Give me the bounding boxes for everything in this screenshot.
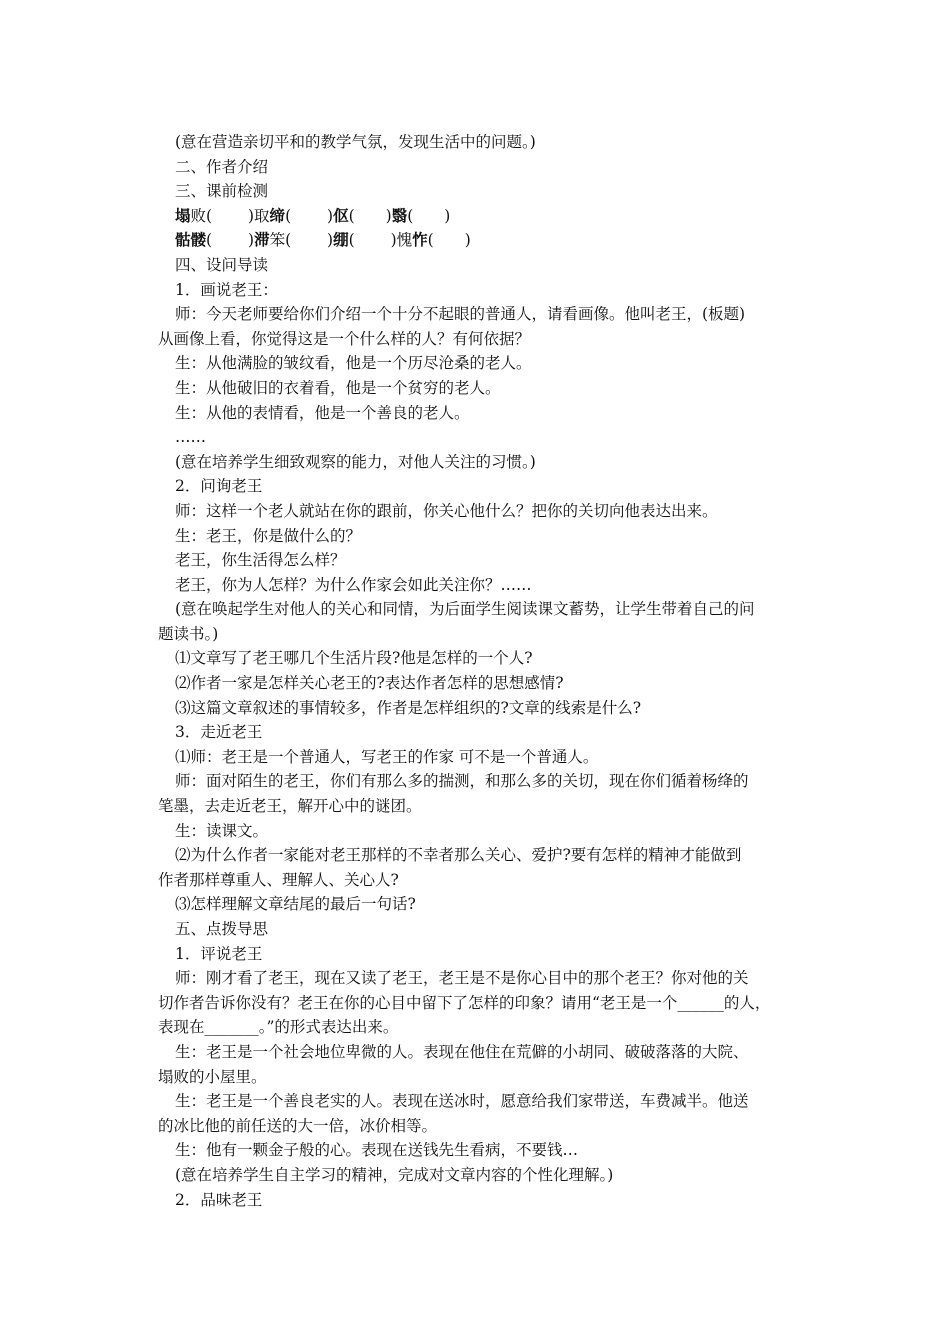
text-line: [0, 942, 950, 967]
line-text: 师：这样一个老人就站在你的跟前，你关心他什么？把你的关切向他表达出来。: [175, 501, 718, 520]
line-text: 的冰比他的前任送的大一倍，冰价相等。: [158, 1116, 438, 1135]
text-segment: ( )愧: [348, 231, 413, 250]
text-line: [0, 1065, 950, 1090]
bold-character: 翳: [391, 205, 408, 225]
line-text: 生：他有一颗金子般的心。表现在送钱先生看病，不要钱…: [175, 1141, 579, 1160]
text-line: [0, 794, 950, 819]
line-text: (意在培养学生自主学习的精神，完成对文章内容的个性化理解。): [175, 1165, 614, 1184]
text-line: [0, 892, 950, 917]
text-line: [0, 351, 950, 376]
text-line: [0, 622, 950, 647]
line-text: 生：从他破旧的衣着看，他是一个贫穷的老人。: [175, 378, 501, 397]
bold-character: 伛: [333, 205, 349, 225]
line-text: 2．问询老王: [175, 477, 263, 496]
text-line: [0, 597, 950, 622]
text-line: [0, 573, 950, 598]
line-text: 作者那样尊重人、理解人、关心人?: [158, 870, 399, 889]
line-text: 塌败的小屋里。: [158, 1067, 267, 1086]
text-segment: ( ): [348, 206, 392, 225]
line-text: 从画像上看，你觉得这是一个什么样的人？有何依据？: [158, 329, 531, 348]
line-text: ……: [175, 428, 206, 447]
text-line: [0, 327, 950, 352]
text-line: [0, 228, 950, 253]
text-segment: 笨( ): [269, 231, 334, 250]
line-text: 师：面对陌生的老王，你们有那么多的揣测，和那么多的关切，现在你们循着杨绛的: [175, 772, 749, 791]
line-text: 四、设问导读: [175, 255, 269, 274]
text-line: [0, 966, 950, 991]
text-line: [0, 376, 950, 401]
text-line: [0, 843, 950, 868]
line-text: 切作者告诉你没有？老王在你的心目中留下了怎样的印象？请用“老王是一个______的人，: [158, 993, 771, 1012]
text-line: [0, 548, 950, 573]
text-line: [0, 450, 950, 475]
bold-character: 绷: [333, 230, 349, 250]
line-text: 师：今天老师要给你们介绍一个十分不起眼的普通人，请看画像。他叫老王，(板题): [175, 305, 746, 324]
text-line: [0, 745, 950, 770]
text-segment: 败( )取: [190, 206, 270, 225]
line-text: 2．品味老王: [175, 1190, 263, 1209]
line-text: 生：从他的表情看，他是一个善良的老人。: [175, 403, 470, 422]
line-text: 1．评说老王: [175, 944, 263, 963]
text-line: [0, 524, 950, 549]
line-text: ⑵作者一家是怎样关心老王的?表达作者怎样的思想感情?: [175, 674, 564, 693]
text-line: [0, 499, 950, 524]
text-line: [0, 474, 950, 499]
text-line: [0, 671, 950, 696]
document-page: [0, 130, 950, 1212]
bold-character: 塌: [175, 205, 191, 225]
text-line: [0, 401, 950, 426]
line-text: 二、作者介绍: [175, 157, 269, 176]
line-text: 表现在_______。”的形式表达出来。: [158, 1018, 399, 1037]
text-line: [0, 720, 950, 745]
bold-character: 缔: [269, 205, 286, 225]
line-text: 生：老王是一个社会地位卑微的人。表现在他住在荒僻的小胡同、破破落落的大院、: [175, 1042, 749, 1061]
text-line: [0, 917, 950, 942]
line-text: ⑴文章写了老王哪几个生活片段?他是怎样的一个人?: [175, 649, 533, 668]
line-text: ⑶怎样理解文章结尾的最后一句话?: [175, 895, 416, 914]
bold-character: 怍: [412, 230, 428, 250]
text-line: [0, 278, 950, 303]
line-text: 五、点拨导思: [175, 920, 269, 938]
line-text: 师：刚才看了老王，现在又读了老王，老王是不是你心目中的那个老王？你对他的关: [175, 969, 749, 988]
text-segment: ( ): [285, 206, 334, 225]
text-line: [0, 1114, 950, 1139]
text-segment: ( ): [407, 206, 451, 225]
line-text: ⑶这篇文章叙述的事情较多，作者是怎样组织的?文章的线索是什么?: [175, 698, 642, 717]
line-text: 三、课前检测: [175, 182, 269, 201]
text-line: [0, 991, 950, 1016]
bold-character: 滞: [254, 230, 270, 250]
line-text: (意在唤起学生对他人的关心和同情，为后面学生阅读课文蓄势，让学生带着自己的问: [175, 600, 755, 619]
text-line: [0, 868, 950, 893]
text-line: [0, 179, 950, 204]
text-line: [0, 646, 950, 671]
line-text: 老王，你为人怎样？为什么作家会如此关注你？……: [175, 575, 532, 594]
line-text: (意在营造亲切平和的教学气氛，发现生活中的问题。): [175, 133, 536, 151]
text-line: [0, 204, 950, 229]
line-text: 生：读课文。: [175, 821, 269, 840]
text-line: [0, 1015, 950, 1040]
text-line: [0, 155, 950, 180]
text-line: [0, 425, 950, 450]
line-text: 题读书。): [158, 624, 219, 643]
text-line: [0, 819, 950, 844]
line-text: 1．画说老王：: [175, 280, 278, 299]
line-text: 笔墨，去走近老王，解开心中的谜团。: [158, 797, 422, 816]
text-line: [0, 302, 950, 327]
line-text: (意在培养学生细致观察的能力，对他人关注的习惯。): [175, 452, 536, 471]
line-text: ⑵为什么作者一家能对老王那样的不幸者那么关心、爱护?要有怎样的精神才能做到: [175, 846, 742, 865]
line-text: 生：老王，你是做什么的？: [175, 526, 362, 545]
line-text: 3．走近老王: [175, 723, 263, 742]
line-text: 老王，你生活得怎么样？: [175, 551, 346, 570]
text-segment: ( ): [427, 231, 471, 250]
text-line: [0, 1040, 950, 1065]
text-line: [0, 1089, 950, 1114]
text-line: [0, 130, 950, 155]
text-line: [0, 1163, 950, 1188]
text-segment: ( ): [206, 231, 255, 250]
text-line: [0, 253, 950, 278]
text-line: [0, 696, 950, 721]
text-line: [0, 769, 950, 794]
bold-character: 骷髅: [175, 230, 207, 250]
text-line: [0, 1138, 950, 1163]
line-text: 生：老王是一个善良老实的人。表现在送冰时，愿意给我们家带送，车费减半。他送: [175, 1092, 749, 1111]
line-text: 生：从他满脸的皱纹看，他是一个历尽沧桑的老人。: [175, 354, 532, 373]
text-line: [0, 1188, 950, 1213]
line-text: ⑴师：老王是一个普通人，写老王的作家 可不是一个普通人。: [175, 747, 599, 766]
